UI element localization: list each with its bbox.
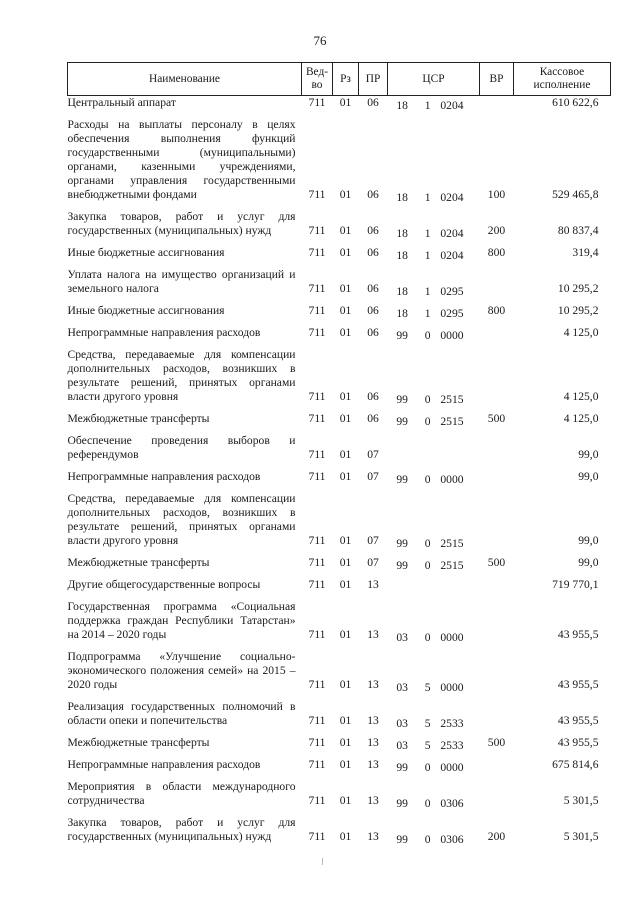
row-ved: 711 [308, 412, 326, 425]
row-pr: 07 [367, 448, 379, 461]
row-amount: 5 301,5 [563, 794, 599, 807]
table-row [68, 113, 611, 205]
row-name: Иные бюджетные ассигнования [67, 304, 225, 317]
csr-parts [388, 191, 480, 205]
row-amount: 4 125,0 [563, 326, 599, 339]
row-vr [480, 343, 514, 407]
row-pr: 13 [367, 794, 379, 807]
row-amount: 10 295,2 [557, 282, 599, 295]
row-rz: 01 [339, 304, 352, 317]
row-amount: 5 301,5 [563, 830, 599, 843]
row-pr: 13 [367, 628, 379, 641]
budget-table [67, 62, 611, 847]
row-vr [480, 695, 514, 731]
row-vr: 200 [487, 830, 506, 843]
row-name: Обеспечение проведения выборов и референдумов [67, 434, 296, 461]
csr-parts [388, 329, 480, 343]
row-rz: 01 [339, 246, 352, 259]
header-cash-line2: исполнение [533, 79, 591, 91]
csr-subprogram: 1 [424, 99, 431, 112]
row-csr [388, 241, 480, 263]
row-name: Средства, передаваемые для компенсации дополнительных расходов, возникших в результате решений, принятых органами власти другого уровня [67, 348, 296, 403]
row-ved: 711 [308, 736, 326, 749]
csr-program: 18 [396, 249, 408, 262]
row-rz: 01 [339, 282, 352, 295]
row-rz: 01 [339, 470, 352, 483]
table-row [68, 205, 611, 241]
row-rz: 01 [339, 556, 352, 569]
csr-parts [388, 307, 480, 321]
csr-direction: 0306 [440, 797, 464, 810]
header-cash-execution [514, 63, 611, 96]
row-name: Расходы на выплаты персоналу в целях обеспечения выполнения функций государственными (муниципальными) органами, казенными учреждениями, органами управления государственными внебюджетными фондами [67, 118, 296, 201]
csr-subprogram: 1 [424, 191, 431, 204]
row-vr [480, 263, 514, 299]
row-name: Другие общегосударственные вопросы [67, 578, 261, 591]
row-vr: 800 [487, 246, 506, 259]
csr-program: 99 [396, 393, 408, 406]
row-amount: 10 295,2 [557, 304, 599, 317]
row-ved: 711 [308, 304, 326, 317]
table-row [68, 573, 611, 595]
row-amount: 319,4 [572, 246, 599, 259]
row-ved: 711 [308, 448, 326, 461]
csr-subprogram: 0 [424, 415, 431, 428]
csr-direction: 0295 [440, 285, 464, 298]
row-vr [480, 429, 514, 465]
row-csr [388, 96, 480, 114]
csr-subprogram: 0 [424, 537, 431, 550]
csr-program: 99 [396, 473, 408, 486]
csr-subprogram: 0 [424, 797, 431, 810]
row-rz: 01 [339, 830, 352, 843]
csr-direction: 2515 [440, 537, 464, 550]
csr-direction: 2515 [440, 393, 464, 406]
csr-direction: 0000 [440, 473, 464, 486]
csr-program: 03 [396, 631, 408, 644]
table-row [68, 96, 611, 114]
csr-program: 99 [396, 559, 408, 572]
csr-parts [388, 717, 480, 731]
csr-subprogram: 0 [424, 393, 431, 406]
csr-direction: 2515 [440, 559, 464, 572]
row-name: Государственная программа «Социальная поддержка граждан Республики Татарстан» на 2014 – 2020 годы [67, 600, 296, 641]
csr-program: 03 [396, 739, 408, 752]
csr-subprogram: 0 [424, 833, 431, 846]
csr-program: 18 [396, 307, 408, 320]
csr-subprogram: 0 [424, 761, 431, 774]
csr-parts [388, 537, 480, 551]
row-amount: 43 955,5 [557, 678, 599, 691]
row-rz: 01 [339, 412, 352, 425]
csr-program: 99 [396, 761, 408, 774]
row-vr: 800 [487, 304, 506, 317]
header-cash-line1: Кассовое [539, 66, 585, 78]
row-rz: 01 [339, 628, 352, 641]
table-row [68, 551, 611, 573]
table-row [68, 343, 611, 407]
row-ved: 711 [308, 578, 326, 591]
table-row [68, 263, 611, 299]
csr-program: 99 [396, 329, 408, 342]
csr-parts [388, 797, 480, 811]
csr-subprogram: 0 [424, 329, 431, 342]
row-csr [388, 465, 480, 487]
csr-parts [388, 393, 480, 407]
row-pr: 07 [367, 556, 379, 569]
row-csr [388, 573, 480, 595]
row-pr: 06 [367, 246, 379, 259]
row-ved: 711 [308, 628, 326, 641]
table-row [68, 407, 611, 429]
row-pr: 06 [367, 96, 379, 109]
row-rz: 01 [339, 578, 352, 591]
row-amount: 43 955,5 [557, 628, 599, 641]
row-vr [480, 465, 514, 487]
table-row [68, 321, 611, 343]
row-name: Центральный аппарат [67, 96, 176, 109]
row-pr: 07 [367, 534, 379, 547]
row-ved: 711 [308, 678, 326, 691]
row-pr: 13 [367, 736, 379, 749]
row-pr: 07 [367, 470, 379, 483]
csr-subprogram: 5 [424, 681, 431, 694]
header-name: Наименование [68, 63, 302, 96]
page-number: 76 [313, 33, 327, 48]
row-vr [480, 775, 514, 811]
row-vr [480, 753, 514, 775]
row-pr: 06 [367, 326, 379, 339]
row-pr: 06 [367, 412, 379, 425]
row-ved: 711 [308, 794, 326, 807]
row-rz: 01 [339, 714, 352, 727]
csr-subprogram: 0 [424, 559, 431, 572]
row-ved: 711 [308, 224, 326, 237]
csr-program: 99 [396, 833, 408, 846]
csr-program: 99 [396, 537, 408, 550]
row-ved: 711 [308, 830, 326, 843]
csr-direction: 2533 [440, 717, 464, 730]
csr-direction: 2515 [440, 415, 464, 428]
row-name: Межбюджетные трансферты [67, 736, 210, 749]
row-name: Межбюджетные трансферты [67, 412, 210, 425]
row-csr [388, 775, 480, 811]
row-rz: 01 [339, 188, 352, 201]
csr-direction: 0204 [440, 191, 464, 204]
table-body [68, 96, 611, 848]
csr-parts [388, 761, 480, 775]
csr-parts [388, 415, 480, 429]
row-vr [480, 645, 514, 695]
row-vr: 500 [487, 412, 506, 425]
csr-program: 18 [396, 191, 408, 204]
table-row [68, 429, 611, 465]
row-csr [388, 205, 480, 241]
row-rz: 01 [339, 794, 352, 807]
csr-parts [388, 681, 480, 695]
row-vr: 200 [487, 224, 506, 237]
table-header [68, 63, 611, 96]
csr-direction: 0306 [440, 833, 464, 846]
csr-parts [388, 285, 480, 299]
row-pr: 13 [367, 678, 379, 691]
csr-direction: 0204 [440, 227, 464, 240]
row-amount: 529 465,8 [552, 188, 599, 201]
row-ved: 711 [308, 714, 326, 727]
csr-program: 18 [396, 285, 408, 298]
row-pr: 13 [367, 830, 379, 843]
row-pr: 13 [367, 758, 379, 771]
row-ved: 711 [308, 556, 326, 569]
header-ved-line1: Вед- [305, 66, 329, 78]
row-name: Межбюджетные трансферты [67, 556, 210, 569]
table-row [68, 775, 611, 811]
row-csr [388, 263, 480, 299]
row-name: Реализация государственных полномочий в области опеки и попечительства [67, 700, 296, 727]
csr-parts [388, 227, 480, 241]
row-vr [480, 321, 514, 343]
row-amount: 43 955,5 [557, 714, 599, 727]
csr-direction: 0000 [440, 681, 464, 694]
header-ved [302, 63, 333, 96]
row-csr [388, 343, 480, 407]
row-rz: 01 [339, 678, 352, 691]
csr-parts [388, 739, 480, 753]
table-row [68, 241, 611, 263]
row-rz: 01 [339, 224, 352, 237]
row-rz: 01 [339, 96, 352, 109]
table-row [68, 811, 611, 847]
table-row [68, 645, 611, 695]
csr-direction: 2533 [440, 739, 464, 752]
row-rz: 01 [339, 736, 352, 749]
csr-parts [388, 473, 480, 487]
row-amount: 99,0 [578, 470, 599, 483]
row-rz: 01 [339, 390, 352, 403]
row-name: Непрограммные направления расходов [67, 326, 261, 339]
header-vr: ВР [480, 63, 514, 96]
table-row [68, 487, 611, 551]
row-csr [388, 321, 480, 343]
row-vr: 500 [487, 736, 506, 749]
csr-program: 03 [396, 681, 408, 694]
row-pr: 06 [367, 282, 379, 295]
row-pr: 13 [367, 714, 379, 727]
row-ved: 711 [308, 282, 326, 295]
row-amount: 99,0 [578, 448, 599, 461]
csr-parts [388, 249, 480, 263]
row-amount: 4 125,0 [563, 412, 599, 425]
row-amount: 610 622,6 [552, 96, 599, 109]
row-name: Средства, передаваемые для компенсации дополнительных расходов, возникших в результате решений, принятых органами власти другого уровня [67, 492, 296, 547]
row-csr [388, 113, 480, 205]
csr-subprogram: 5 [424, 717, 431, 730]
csr-subprogram: 0 [424, 473, 431, 486]
row-pr: 06 [367, 224, 379, 237]
csr-parts [388, 833, 480, 847]
row-csr [388, 645, 480, 695]
row-csr [388, 753, 480, 775]
row-amount: 80 837,4 [557, 224, 599, 237]
row-name: Непрограммные направления расходов [67, 758, 261, 771]
csr-direction: 0204 [440, 249, 464, 262]
row-amount: 4 125,0 [563, 390, 599, 403]
row-csr [388, 487, 480, 551]
table-row [68, 731, 611, 753]
row-name: Непрограммные направления расходов [67, 470, 261, 483]
csr-direction: 0000 [440, 761, 464, 774]
row-rz: 01 [339, 534, 352, 547]
row-ved: 711 [308, 246, 326, 259]
row-name: Иные бюджетные ассигнования [67, 246, 225, 259]
row-name: Мероприятия в области международного сотрудничества [67, 780, 296, 807]
row-csr [388, 429, 480, 465]
csr-program: 99 [396, 797, 408, 810]
row-ved: 711 [308, 326, 326, 339]
header-pr: ПР [359, 63, 388, 96]
csr-subprogram: 1 [424, 249, 431, 262]
header-rz: Рз [333, 63, 359, 96]
header-csr: ЦСР [388, 63, 480, 96]
csr-program: 18 [396, 99, 408, 112]
row-vr: 100 [487, 188, 506, 201]
row-vr [480, 595, 514, 645]
row-rz: 01 [339, 448, 352, 461]
row-ved: 711 [308, 390, 326, 403]
row-csr [388, 407, 480, 429]
row-pr: 06 [367, 188, 379, 201]
csr-program: 99 [396, 415, 408, 428]
table-row [68, 299, 611, 321]
row-vr [480, 487, 514, 551]
csr-program: 18 [396, 227, 408, 240]
csr-parts [388, 631, 480, 645]
csr-direction: 0000 [440, 631, 464, 644]
row-csr [388, 731, 480, 753]
row-amount: 719 770,1 [552, 578, 599, 591]
row-vr: 500 [487, 556, 506, 569]
row-rz: 01 [339, 326, 352, 339]
row-csr [388, 695, 480, 731]
table-row [68, 753, 611, 775]
csr-parts [388, 559, 480, 573]
csr-direction: 0295 [440, 307, 464, 320]
csr-subprogram: 0 [424, 631, 431, 644]
row-ved: 711 [308, 534, 326, 547]
csr-program: 03 [396, 717, 408, 730]
row-ved: 711 [308, 470, 326, 483]
row-pr: 13 [367, 578, 379, 591]
row-vr [480, 96, 514, 114]
csr-parts [388, 99, 480, 113]
row-pr: 06 [367, 304, 379, 317]
row-csr [388, 595, 480, 645]
row-amount: 99,0 [578, 556, 599, 569]
csr-subprogram: 5 [424, 739, 431, 752]
row-csr [388, 551, 480, 573]
row-vr [480, 573, 514, 595]
csr-subprogram: 1 [424, 285, 431, 298]
row-pr: 06 [367, 390, 379, 403]
row-ved: 711 [308, 96, 326, 109]
scan-mark [322, 858, 323, 865]
table-row [68, 595, 611, 645]
table-row [68, 695, 611, 731]
row-csr [388, 299, 480, 321]
row-name: Закупка товаров, работ и услуг для государственных (муниципальных) нужд [67, 210, 296, 237]
csr-subprogram: 1 [424, 307, 431, 320]
row-amount: 99,0 [578, 534, 599, 547]
row-csr [388, 811, 480, 847]
row-ved: 711 [308, 758, 326, 771]
table-row [68, 465, 611, 487]
row-amount: 43 955,5 [557, 736, 599, 749]
row-rz: 01 [339, 758, 352, 771]
csr-direction: 0000 [440, 329, 464, 342]
row-name: Уплата налога на имущество организаций и земельного налога [67, 268, 296, 295]
csr-direction: 0204 [440, 99, 464, 112]
row-name: Подпрограмма «Улучшение социально-экономического положения семей» на 2015 – 2020 годы [67, 650, 296, 691]
row-amount: 675 814,6 [552, 758, 599, 771]
csr-subprogram: 1 [424, 227, 431, 240]
header-ved-line2: во [311, 79, 323, 91]
row-name: Закупка товаров, работ и услуг для государственных (муниципальных) нужд [67, 816, 296, 843]
row-ved: 711 [308, 188, 326, 201]
